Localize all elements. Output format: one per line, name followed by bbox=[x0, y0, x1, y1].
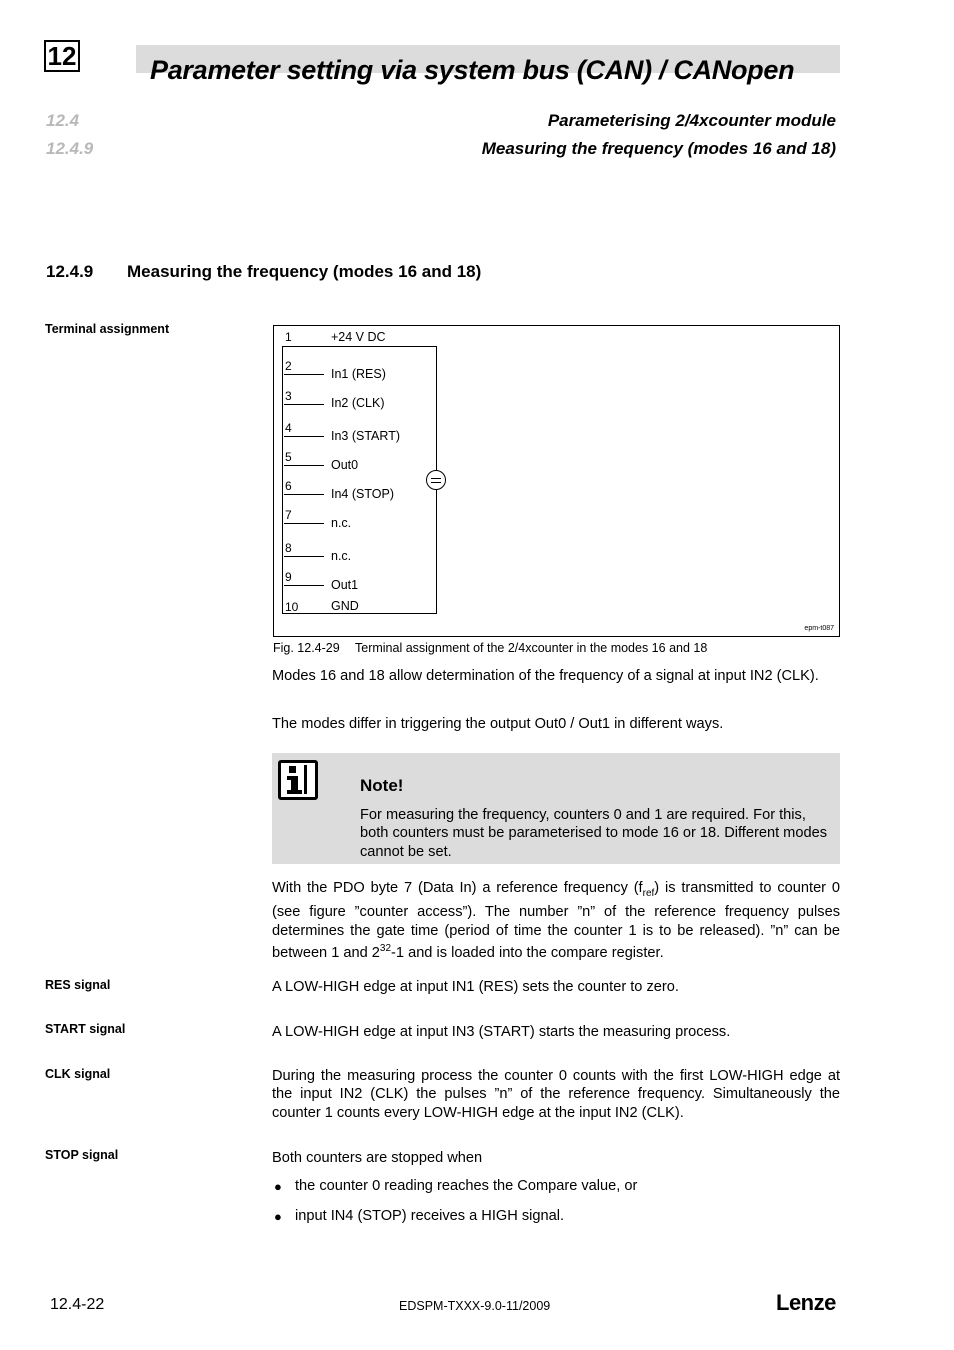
terminal-block bbox=[282, 346, 437, 614]
figure-number: Fig. 12.4-29 bbox=[273, 641, 340, 655]
note-title: Note! bbox=[360, 776, 404, 795]
section-number: 12.4 bbox=[46, 111, 80, 130]
terminal-number: 7 bbox=[285, 508, 292, 522]
side-label-terminal: Terminal assignment bbox=[45, 322, 170, 336]
side-label-start: START signal bbox=[45, 1022, 126, 1036]
terminal-label: In3 (START) bbox=[331, 429, 400, 443]
terminal-wire bbox=[284, 436, 324, 437]
terminal-label: n.c. bbox=[331, 549, 352, 563]
section-title: Parameterising 2/4xcounter module bbox=[547, 111, 836, 130]
terminal-number: 3 bbox=[285, 389, 292, 403]
terminal-label: In1 (RES) bbox=[331, 367, 386, 381]
brand-logo: Lenze bbox=[776, 1290, 836, 1315]
terminal-label: GND bbox=[331, 599, 359, 613]
terminal-number: 2 bbox=[285, 359, 292, 373]
terminal-wire bbox=[284, 523, 324, 524]
terminal-number: 8 bbox=[285, 541, 292, 555]
paragraph: Modes 16 and 18 allow determination of the frequency of a signal at input IN2 (CLK). bbox=[272, 668, 819, 684]
list-item: input IN4 (STOP) receives a HIGH signal. bbox=[295, 1208, 565, 1224]
terminal-label: n.c. bbox=[331, 516, 352, 530]
side-label-clk: CLK signal bbox=[45, 1067, 111, 1081]
terminal-number: 6 bbox=[285, 479, 292, 493]
document-id: EDSPM-TXXX-9.0-11/2009 bbox=[399, 1299, 551, 1313]
terminal-number: 1 bbox=[285, 330, 292, 344]
paragraph-clk: During the measuring process the counter 0 counts with the first LOW-HIGH edge at the input IN2 (CLK) the pulses ”n” of the reference frequency. Simultaneously the counter 1 counts every LOW-HIGH edge at the input IN2 (CLK). bbox=[272, 1068, 840, 1121]
page-number: 12.4-22 bbox=[50, 1296, 105, 1313]
paragraph-stop-intro: Both counters are stopped when bbox=[272, 1150, 483, 1166]
bullet-icon: ● bbox=[274, 1209, 282, 1224]
terminal-number: 4 bbox=[285, 421, 292, 435]
terminal-label: Out0 bbox=[331, 458, 359, 472]
paragraph-reference-frequency: With the PDO byte 7 (Data In) a reference frequency $(f_{ref})$ is transmitted to counter 0 (see figure ”counter access”). The number ”n” of the reference frequency pulses determines the gate time (period of time the counter 1 is to be released). ”n” can be between 1 and $2^{32}-1$ and is loaded into the compare register. bbox=[272, 880, 840, 961]
terminal-label: In4 (STOP) bbox=[331, 487, 394, 501]
note-text: For measuring the frequency, counters 0 and 1 are required. For this, both counters must be parameterised to mode 16 or 18. Different modes cannot be set. bbox=[360, 807, 827, 860]
figure-caption: Terminal assignment of the 2/4xcounter in the modes 16 and 18 bbox=[355, 641, 708, 655]
diagram-ref-code: epm-t087 bbox=[804, 625, 834, 632]
terminal-number: 5 bbox=[285, 450, 292, 464]
terminal-label: In2 (CLK) bbox=[331, 396, 385, 410]
terminal-wire bbox=[284, 465, 324, 466]
paragraph: The modes differ in triggering the output Out0 / Out1 in different ways. bbox=[272, 716, 724, 732]
chapter-number: 12 bbox=[44, 40, 80, 72]
terminal-wire bbox=[284, 556, 324, 557]
chapter-title: Parameter setting via system bus (CAN) / CANopen bbox=[150, 55, 795, 85]
info-icon bbox=[278, 760, 318, 800]
terminal-number: 10 bbox=[285, 600, 299, 614]
terminal-wire bbox=[284, 404, 324, 405]
terminal-label: Out1 bbox=[331, 578, 359, 592]
heading-number: 12.4.9 bbox=[46, 262, 94, 281]
terminal-wire bbox=[284, 585, 324, 586]
paragraph-start: A LOW-HIGH edge at input IN3 (START) starts the measuring process. bbox=[272, 1024, 731, 1040]
paragraph-res: A LOW-HIGH edge at input IN1 (RES) sets the counter to zero. bbox=[272, 979, 679, 995]
heading-title: Measuring the frequency (modes 16 and 18) bbox=[127, 262, 482, 281]
list-item: the counter 0 reading reaches the Compare value, or bbox=[295, 1178, 638, 1194]
terminal-wire bbox=[284, 494, 324, 495]
subsection-title: Measuring the frequency (modes 16 and 18) bbox=[481, 139, 836, 158]
terminal-wire bbox=[284, 374, 324, 375]
bullet-icon: ● bbox=[274, 1179, 282, 1194]
terminal-label: +24 V DC bbox=[331, 330, 386, 344]
side-label-stop: STOP signal bbox=[45, 1148, 119, 1162]
subsection-number: 12.4.9 bbox=[46, 139, 94, 158]
terminal-number: 9 bbox=[285, 570, 292, 584]
plug-connector-icon bbox=[426, 470, 446, 490]
side-label-res: RES signal bbox=[45, 978, 111, 992]
